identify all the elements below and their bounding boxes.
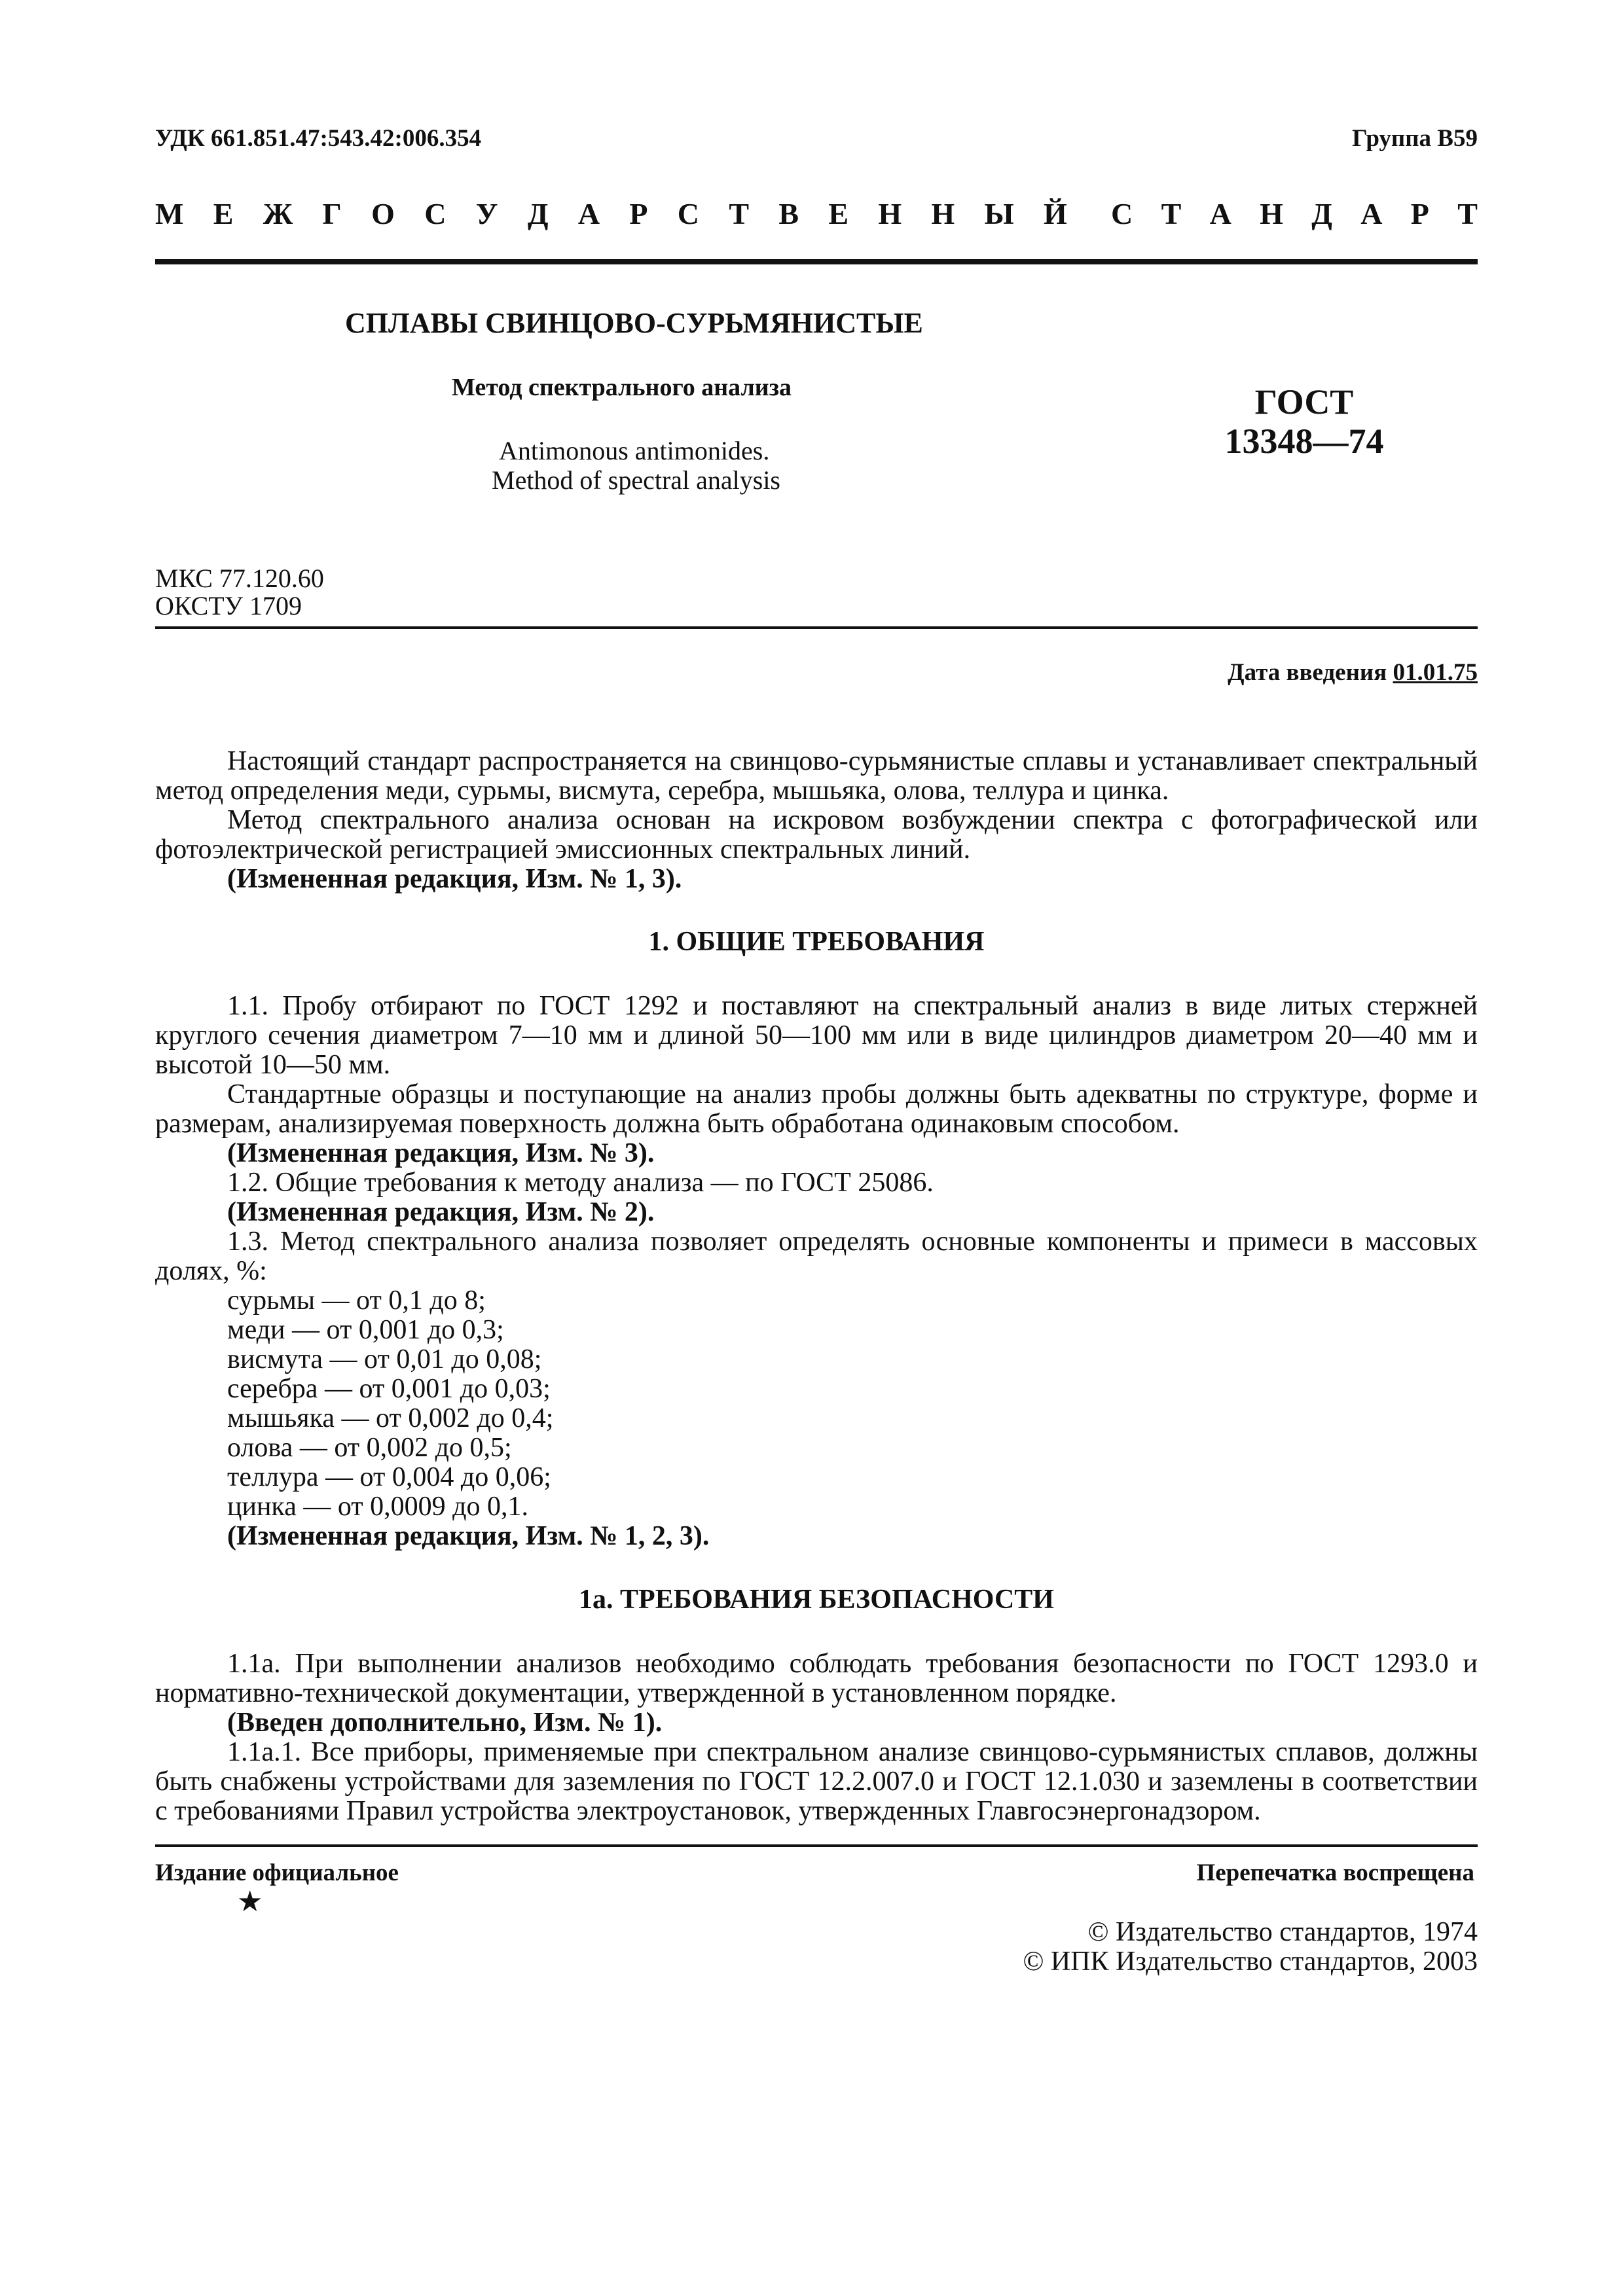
- copyright-2003: © ИПК Издательство стандартов, 2003: [1023, 1946, 1478, 1977]
- banner-letter: Н: [1260, 197, 1283, 230]
- banner-letter: М: [155, 197, 184, 230]
- mks-code: МКС 77.120.60: [155, 564, 324, 593]
- intro-paragraph-2: Метод спектрального анализа основан на искровом возбуждении спектра с фотографической или фотоэлектрической регистрацией эмиссионных спектральных линий.: [155, 805, 1478, 865]
- banner-letter: А: [577, 197, 600, 230]
- element-range-item: мышьяка — от 0,002 до 0,4;: [227, 1403, 554, 1433]
- element-range-item: олова — от 0,002 до 0,5;: [227, 1433, 512, 1463]
- banner-letter: С: [424, 197, 447, 230]
- element-range-item: меди — от 0,001 до 0,3;: [227, 1315, 504, 1345]
- clause-1-1: 1.1. Пробу отбирают по ГОСТ 1292 и поставляют на спектральный анализ в виде литых стержней круглого сечения диаметром 7—10 мм и длиной 50—100 мм или в виде цилиндров диаметром 20—40 мм и высотой 10—50 мм.: [155, 991, 1478, 1080]
- banner-letter: Е: [828, 197, 849, 230]
- copyright-1974: © Издательство стандартов, 1974: [1087, 1917, 1478, 1947]
- document-subtitle: Метод спектрального анализа: [452, 374, 792, 401]
- footer-rule: [155, 1844, 1478, 1847]
- intro-date: [1228, 658, 1478, 687]
- intro-amendment: (Измененная редакция, Изм. № 1, 3).: [227, 864, 682, 894]
- element-range-item: теллура — от 0,004 до 0,06;: [227, 1462, 551, 1492]
- banner-letter: Р: [629, 197, 648, 230]
- banner-letter: Т: [1457, 197, 1478, 230]
- element-range-item: висмута — от 0,01 до 0,08;: [227, 1344, 542, 1374]
- intro-date-value: 01.01.75: [1393, 659, 1478, 686]
- official-edition: Издание официальное: [155, 1859, 399, 1886]
- banner-letter: У: [475, 197, 498, 230]
- banner-letter: С: [677, 197, 700, 230]
- intro-date-label: Дата введения: [1228, 659, 1387, 686]
- clause-1-3: 1.3. Метод спектрального анализа позволяет определять основные компоненты и примеси в массовых долях, %:: [155, 1227, 1478, 1286]
- clause-1-1-amendment: (Измененная редакция, Изм. № 3).: [227, 1138, 655, 1168]
- banner-letter: С: [1111, 197, 1133, 230]
- clause-1-2-amendment: (Измененная редакция, Изм. № 2).: [227, 1197, 655, 1227]
- section-1-heading: 1. ОБЩИЕ ТРЕБОВАНИЯ: [648, 927, 985, 957]
- document-title: СПЛАВЫ СВИНЦОВО-СУРЬМЯНИСТЫЕ: [345, 307, 923, 339]
- element-range-item: сурьмы — от 0,1 до 8;: [227, 1285, 486, 1316]
- clause-1-3-amendment: (Измененная редакция, Изм. № 1, 2, 3).: [227, 1521, 710, 1551]
- star-icon: ★: [237, 1886, 263, 1918]
- banner-word-standard: [1111, 196, 1478, 231]
- banner-letter: Ж: [263, 197, 293, 230]
- okstu-code: ОКСТУ 1709: [155, 591, 302, 620]
- element-ranges-list: [227, 1286, 553, 1522]
- gost-number: 13348—74: [1224, 422, 1384, 461]
- element-range-item: серебра — от 0,001 до 0,03;: [227, 1374, 551, 1404]
- banner-letter: Д: [1311, 197, 1332, 230]
- banner-letter: Д: [527, 197, 549, 230]
- clause-1-1a-amendment: (Введен дополнительно, Изм. № 1).: [227, 1708, 663, 1738]
- banner-letter: Г: [322, 197, 342, 230]
- element-range-item: цинка — от 0,0009 до 0,1.: [227, 1492, 529, 1522]
- section-1a-heading: 1а. ТРЕБОВАНИЯ БЕЗОПАСНОСТИ: [579, 1585, 1054, 1615]
- clause-1-1a-1: 1.1а.1. Все приборы, применяемые при спектральном анализе свинцово-сурьмянистых сплавов, должны быть снабжены устройствами для заземления по ГОСТ 12.2.007.0 и ГОСТ 12.1.030 и заземлены в соответствии с требованиями Правил устройства электроустановок, утвержденных Главгосэнергонадзором.: [155, 1737, 1478, 1826]
- clause-1-1a: 1.1а. При выполнении анализов необходимо соблюдать требования безопасности по ГОСТ 1293.0 и нормативно-технической документации, утвержденной в установленном порядке.: [155, 1649, 1478, 1708]
- intro-paragraph-1: Настоящий стандарт распространяется на свинцово-сурьмянистые сплавы и устанавливает спектральный метод определения меди, сурьмы, висмута, серебра, мышьяка, олова, теллура и цинка.: [155, 746, 1478, 806]
- banner-letter: Т: [729, 197, 750, 230]
- banner-letter: А: [1209, 197, 1231, 230]
- reprint-prohibited: Перепечатка воспрещена: [1196, 1859, 1474, 1886]
- clause-1-1-standards: Стандартные образцы и поступающие на анализ пробы должны быть адекватны по структуре, форме и размерам, анализируемая поверхность должна быть обработана одинаковым способом.: [155, 1079, 1478, 1139]
- english-title-line-1: Antimonous antimonides.: [499, 436, 770, 465]
- banner-letter: Т: [1161, 197, 1182, 230]
- gost-label: ГОСТ: [1254, 382, 1354, 422]
- group-code: Группа В59: [1352, 125, 1478, 152]
- banner-letter: Н: [878, 197, 902, 230]
- banner-letter: О: [371, 197, 395, 230]
- banner-letter: Е: [213, 197, 234, 230]
- banner-word-interstate: [155, 196, 1067, 231]
- clause-1-2: 1.2. Общие требования к методу анализа — по ГОСТ 25086.: [227, 1168, 934, 1198]
- banner-letter: А: [1360, 197, 1383, 230]
- english-title-line-2: Method of spectral analysis: [492, 465, 780, 495]
- classification-rule: [155, 626, 1478, 629]
- banner-letter: В: [778, 197, 799, 230]
- banner-letter: Н: [931, 197, 955, 230]
- banner-letter: Й: [1044, 197, 1067, 230]
- banner-letter: Ы: [984, 197, 1014, 230]
- udk-code: УДК 661.851.47:543.42:006.354: [155, 125, 482, 152]
- header-thick-rule: [155, 259, 1478, 264]
- banner-letter: Р: [1410, 197, 1429, 230]
